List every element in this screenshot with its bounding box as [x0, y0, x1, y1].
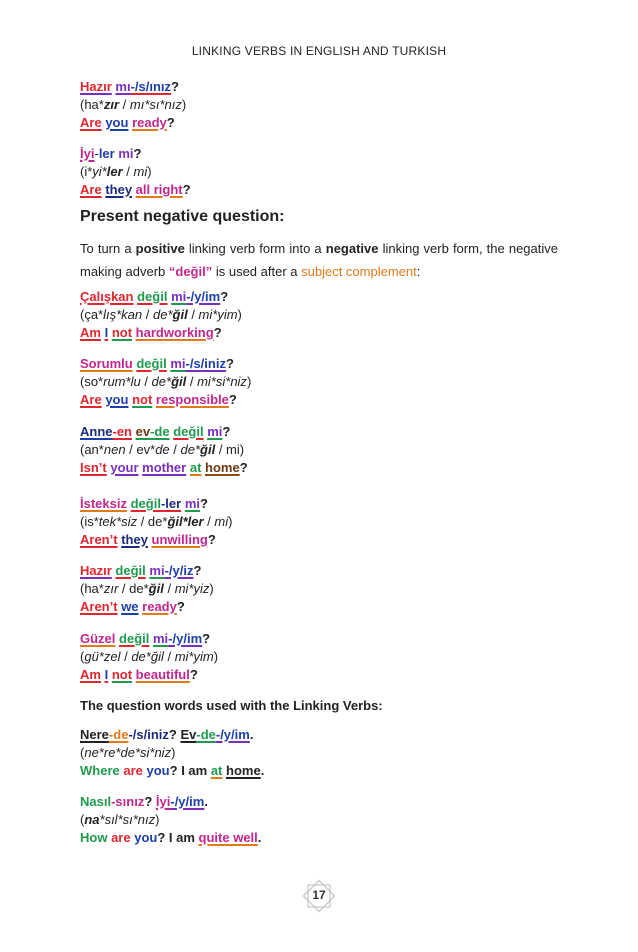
example-not-ready	[80, 562, 580, 616]
word-segment: .	[257, 830, 262, 845]
word-segment: (ha*	[80, 581, 104, 596]
word-segment: ?	[189, 667, 198, 682]
word-segment: gü*zel	[84, 649, 121, 664]
word-segment: Are	[80, 115, 102, 130]
word-segment: /	[169, 442, 181, 457]
word-segment: rum*lu	[103, 374, 141, 389]
turkish-line	[80, 145, 580, 163]
word-segment: -/y/im	[168, 631, 203, 646]
word-segment: -/y/im	[215, 727, 250, 742]
word-segment: at	[189, 460, 202, 475]
word-segment: de	[155, 442, 170, 457]
word-segment: ?	[144, 794, 153, 809]
word-segment: İsteksiz	[80, 496, 127, 511]
word-segment: ?	[171, 79, 179, 94]
word-segment: Nasıl	[80, 794, 112, 809]
word-segment: (	[80, 649, 85, 664]
example-mother-home	[80, 423, 580, 477]
word-segment: are	[123, 763, 143, 778]
word-segment: -sınız	[111, 794, 145, 809]
term-negative: negative	[325, 241, 379, 256]
word-segment: (	[80, 812, 85, 827]
word-segment: değil	[119, 631, 150, 646]
word-segment: home	[205, 460, 240, 475]
word-segment: Çalışkan	[80, 289, 134, 304]
english-line	[80, 114, 580, 132]
word-segment: ğil*ler	[167, 514, 204, 529]
term-degil: “değil”	[168, 264, 213, 279]
term-positive: positive	[135, 241, 185, 256]
term-subject-complement: subject complement	[301, 264, 417, 279]
word-segment: / mi)	[215, 442, 245, 457]
word-segment: de*	[180, 442, 201, 457]
word-segment: ?	[168, 727, 177, 742]
word-segment: we	[121, 599, 139, 614]
word-segment: değil	[130, 496, 161, 511]
word-segment: responsible	[155, 392, 229, 407]
word-segment: How	[80, 830, 108, 845]
word-segment: Anne	[80, 424, 113, 439]
word-segment: Where	[80, 763, 120, 778]
turkish-line	[80, 793, 580, 811]
word-segment: ? I am	[169, 763, 211, 778]
word-segment: ?	[239, 460, 248, 475]
word-segment: ready	[132, 115, 167, 130]
word-segment: home	[226, 763, 261, 778]
word-segment: )	[181, 97, 187, 112]
word-segment: your	[110, 460, 139, 475]
word-segment: at	[210, 763, 223, 778]
word-segment: /	[186, 374, 198, 389]
word-segment: ?	[213, 325, 222, 340]
page-header: LINKING VERBS IN ENGLISH AND TURKISH	[191, 44, 447, 58]
english-line	[80, 181, 580, 199]
word-segment: -/s/iniz	[128, 727, 169, 742]
word-segment: mother	[142, 460, 187, 475]
section-title: Present negative question:	[80, 208, 285, 225]
word-segment: nen	[103, 442, 126, 457]
english-line	[80, 459, 580, 477]
pronunciation-line	[80, 373, 580, 391]
word-segment: )	[228, 514, 233, 529]
word-segment: değil	[173, 424, 204, 439]
english-line	[80, 391, 580, 409]
word-segment: değil	[115, 563, 146, 578]
word-segment: they	[105, 182, 133, 197]
word-segment: /	[163, 581, 175, 596]
word-segment: değil	[136, 356, 167, 371]
pronunciation-line	[80, 648, 580, 666]
example-where	[80, 726, 580, 780]
word-segment: hardworking	[135, 325, 214, 340]
word-segment: Are	[80, 392, 102, 407]
turkish-line	[80, 423, 580, 441]
word-segment: ler	[98, 146, 115, 161]
pronunciation-line	[80, 96, 580, 114]
word-segment: .	[204, 794, 208, 809]
word-segment: ne*re*de*si*niz	[84, 745, 172, 760]
word-segment: (	[80, 745, 85, 760]
pronunciation-line	[80, 441, 580, 459]
word-segment: )	[171, 745, 176, 760]
word-segment: you	[134, 830, 158, 845]
word-segment: I	[104, 667, 109, 682]
turkish-line	[80, 288, 580, 306]
word-segment: de*	[153, 307, 173, 322]
example-how	[80, 793, 580, 847]
example-all-right-question	[80, 145, 580, 199]
word-segment: you	[146, 763, 170, 778]
word-segment: /	[187, 307, 199, 322]
word-segment: -/y/im	[170, 794, 205, 809]
word-segment: mi	[170, 356, 186, 371]
pronunciation-line	[80, 513, 580, 531]
word-segment: /	[120, 649, 132, 664]
word-segment: ?	[176, 599, 185, 614]
word-segment: Hazır	[80, 79, 112, 94]
word-segment: mi	[153, 631, 169, 646]
word-segment: )	[209, 581, 214, 596]
word-segment: ?	[220, 289, 229, 304]
word-segment: -	[94, 146, 99, 161]
word-segment: ?	[166, 115, 175, 130]
word-segment: )	[155, 812, 160, 827]
question-words-title: The question words used with the Linking Verbs:	[80, 698, 383, 713]
intro-paragraph: To turn a positive linking verb form into a negative linking verb form, the negative making adverb “değil” is used after a subject complement:	[80, 241, 558, 279]
example-unwilling	[80, 495, 580, 549]
word-segment: zır	[103, 97, 120, 112]
word-segment: )	[237, 307, 242, 322]
word-segment: mi	[214, 514, 229, 529]
word-segment: -de	[196, 727, 216, 742]
word-segment: mi*yim	[198, 307, 238, 322]
word-segment: / ev*	[125, 442, 156, 457]
word-segment: lış*kan	[103, 307, 143, 322]
word-segment: ?	[225, 356, 234, 371]
word-segment: )	[147, 164, 152, 179]
turkish-line	[80, 630, 580, 648]
word-segment: -de	[108, 727, 129, 742]
word-segment: ?	[193, 563, 202, 578]
word-segment: /	[122, 164, 134, 179]
pronunciation-line	[80, 811, 580, 829]
word-segment: quite well	[198, 830, 258, 845]
pronunciation-line	[80, 163, 580, 181]
word-segment: Nere	[80, 727, 109, 742]
word-segment: / de*	[118, 581, 149, 596]
word-segment: ?	[202, 631, 211, 646]
example-hardworking	[80, 288, 580, 342]
word-segment: mi	[118, 146, 134, 161]
word-segment: .	[260, 763, 265, 778]
word-segment: -/y/im	[186, 289, 221, 304]
word-segment: -en	[112, 424, 132, 439]
word-segment: Ev	[180, 727, 197, 742]
word-segment: ğil	[171, 374, 187, 389]
word-segment: ğil	[172, 307, 188, 322]
word-segment: -de	[150, 424, 170, 439]
word-segment: /	[163, 649, 175, 664]
turkish-line	[80, 726, 580, 744]
word-segment: / de*	[137, 514, 168, 529]
word-segment: /	[203, 514, 215, 529]
english-line	[80, 762, 580, 780]
word-segment: unwilling	[151, 532, 208, 547]
word-segment: Hazır	[80, 563, 112, 578]
pronunciation-line	[80, 306, 580, 324]
word-segment: mi	[184, 496, 200, 511]
word-segment: yi*	[92, 164, 107, 179]
word-segment: *sıl*sı*nız	[99, 812, 156, 827]
english-line	[80, 531, 580, 549]
word-segment: not	[132, 392, 153, 407]
word-segment: /	[119, 97, 130, 112]
word-segment: -/y/iz	[164, 563, 194, 578]
word-segment: na	[84, 812, 100, 827]
word-segment: (i*	[80, 164, 93, 179]
word-segment: (an*	[80, 442, 104, 457]
word-segment: /	[142, 307, 153, 322]
word-segment: mı	[115, 79, 131, 94]
word-segment: all right	[135, 182, 183, 197]
word-segment: (so*	[80, 374, 104, 389]
word-segment: ?	[133, 146, 142, 161]
word-segment: mi	[133, 164, 148, 179]
example-beautiful	[80, 630, 580, 684]
page-number-badge	[300, 877, 338, 915]
page-number: 17	[312, 888, 326, 902]
word-segment: ?	[182, 182, 191, 197]
pronunciation-line	[80, 744, 580, 762]
word-segment: ? I am	[157, 830, 199, 845]
word-segment: mi	[171, 289, 187, 304]
word-segment: mi	[149, 563, 165, 578]
word-segment: -/s/ınız	[130, 79, 172, 94]
word-segment: Aren’t	[80, 599, 118, 614]
word-segment: they	[121, 532, 148, 547]
word-segment: mi*yim	[174, 649, 214, 664]
english-line	[80, 598, 580, 616]
word-segment: not	[111, 325, 133, 340]
word-segment: ?	[199, 496, 208, 511]
word-segment: İyi	[80, 146, 95, 161]
word-segment: mi*si*niz	[197, 374, 247, 389]
word-segment: (is*	[80, 514, 99, 529]
turkish-line	[80, 495, 580, 513]
word-segment: mi	[207, 424, 223, 439]
word-segment: not	[111, 667, 133, 682]
word-segment: ler	[106, 164, 123, 179]
word-segment: you	[105, 115, 129, 130]
word-segment: I	[104, 325, 109, 340]
word-segment: mi*yiz	[174, 581, 210, 596]
turkish-line	[80, 355, 580, 373]
word-segment: ready	[142, 599, 177, 614]
example-ready-question	[80, 78, 580, 132]
word-segment: zır	[103, 581, 119, 596]
word-segment: Aren’t	[80, 532, 118, 547]
word-segment: mı*sı*nız	[129, 97, 182, 112]
word-segment: ğil	[148, 581, 164, 596]
word-segment: )	[246, 374, 252, 389]
word-segment: -ler	[160, 496, 182, 511]
example-responsible	[80, 355, 580, 409]
word-segment: Isn’t	[80, 460, 107, 475]
english-line	[80, 829, 580, 847]
word-segment: Am	[80, 667, 101, 682]
word-segment: ğil	[200, 442, 216, 457]
word-segment: beautiful	[135, 667, 190, 682]
word-segment: Güzel	[80, 631, 116, 646]
word-segment: are	[111, 830, 131, 845]
word-segment: de*ğil	[131, 649, 164, 664]
word-segment: de*	[151, 374, 172, 389]
turkish-line	[80, 562, 580, 580]
word-segment: /	[140, 374, 152, 389]
word-segment: Are	[80, 182, 102, 197]
word-segment: ev	[135, 424, 151, 439]
word-segment: ?	[228, 392, 237, 407]
turkish-line	[80, 78, 580, 96]
word-segment: -/s/iniz	[185, 356, 226, 371]
word-segment: ?	[207, 532, 216, 547]
word-segment: .	[249, 727, 254, 742]
word-segment: ?	[222, 424, 231, 439]
english-line	[80, 324, 580, 342]
word-segment: değil	[137, 289, 168, 304]
word-segment: Am	[80, 325, 101, 340]
pronunciation-line	[80, 580, 580, 598]
word-segment: )	[213, 649, 219, 664]
word-segment: tek*siz	[98, 514, 138, 529]
word-segment: Sorumlu	[80, 356, 133, 371]
word-segment: (ha*	[80, 97, 104, 112]
word-segment: (ça*	[80, 307, 104, 322]
word-segment: you	[105, 392, 129, 407]
word-segment: İyi	[155, 794, 171, 809]
english-line	[80, 666, 580, 684]
